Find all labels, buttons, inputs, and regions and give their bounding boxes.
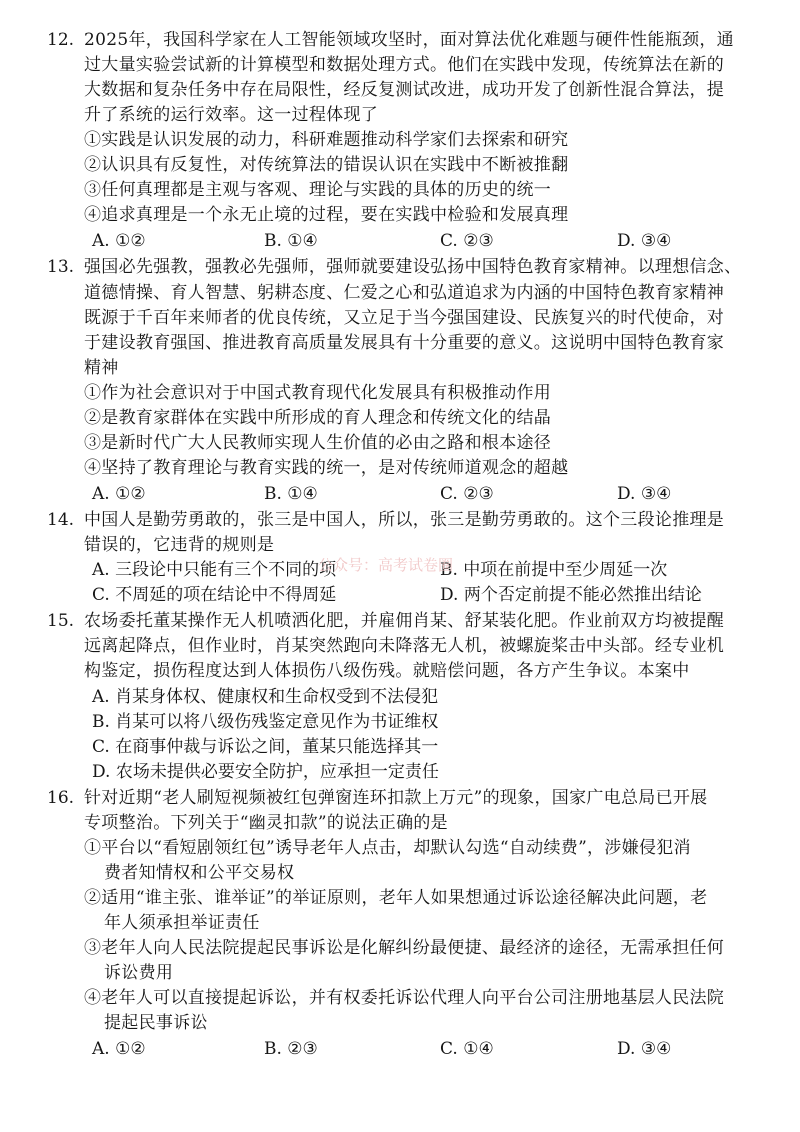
option-d: D. ③④ [617,231,672,251]
statement-1: ①平台以“看短剧领红包”诱导老年人点击，却默认勾选“自动续费”，涉嫌侵犯消 [84,838,691,858]
option-b: B. ②③ [264,1039,318,1059]
watermark: 公众号：高考试卷圈 [318,556,454,574]
question-number: 15. [47,611,75,631]
question-stem-line: 大数据和复杂任务中存在局限性，经反复测试改进，成功开发了创新性混合算法，提 [84,80,725,100]
option-b: B. ①④ [264,231,318,251]
statement-2: ②适用“谁主张、谁举证”的举证原则，老年人如果想通过诉讼途径解决此问题，老 [84,888,708,908]
option-d: D. 两个否定前提不能必然推出结论 [440,585,702,605]
question-stem-line: 强国必先强教，强教必先强师，强师就要建设弘扬中国特色教育家精神。以理想信念、 [84,257,742,277]
option-b: B. ①④ [264,484,318,504]
question-stem-line: 道德情操、育人智慧、躬耕态度、仁爱之心和弘道追求为内涵的中国特色教育家精神 [84,283,725,303]
option-c: C. 不周延的项在结论中不得周延 [92,585,337,605]
question-number: 14. [47,510,75,530]
question-stem-line: 中国人是勤劳勇敢的，张三是中国人，所以，张三是勤劳勇敢的。这个三段论推理是 [84,510,725,530]
question-stem-line: 错误的，它违背的规则是 [84,535,275,555]
option-d: D. ③④ [617,484,672,504]
question-stem-line: 于建设教育强国、推进教育高质量发展具有十分重要的意义。这说明中国特色教育家 [84,333,725,353]
option-a: A. ①② [92,231,146,251]
question-stem-line: 过大量实验尝试新的计算模型和数据处理方式。他们在实践中发现，传统算法在新的 [84,55,725,75]
statement-3: ③任何真理都是主观与客观、理论与实践的具体的历史的统一 [84,180,552,200]
question-stem-line: 针对近期“老人刷短视频被红包弹窗连环扣款上万元”的现象，国家广电总局已开展 [84,788,708,808]
option-c: C. ①④ [440,1039,494,1059]
statement-1: ①作为社会意识对于中国式教育现代化发展具有积极推动作用 [84,383,552,403]
question-stem-line: 既源于千百年来师者的优良传统，又立足于当今强国建设、民族复兴的时代使命，对 [84,308,725,328]
statement-4: ④老年人可以直接提起诉讼，并有权委托诉讼代理人向平台公司注册地基层人民法院 [84,988,725,1008]
question-stem-line: 构鉴定，损伤程度达到人体损伤八级伤残。就赔偿问题，各方产生争议。本案中 [84,661,690,681]
option-a: A. ①② [92,484,146,504]
statement-4: ④追求真理是一个永无止境的过程，要在实践中检验和发展真理 [84,205,569,225]
option-a: A. 三段论中只能有三个不同的项 [92,560,337,580]
option-a: A. 肖某身体权、健康权和生命权受到不法侵犯 [92,687,439,707]
option-b: B. 肖某可以将八级伤残鉴定意见作为书证维权 [92,712,439,732]
question-stem-line: 专项整治。下列关于“幽灵扣款”的说法正确的是 [84,813,448,833]
statement-3: ③老年人向人民法院提起民事诉讼是化解纠纷最便捷、最经济的途径，无需承担任何 [84,938,725,958]
option-b: B. 中项在前提中至少周延一次 [440,560,668,580]
option-c: C. 在商事仲裁与诉讼之间，董某只能选择其一 [92,737,439,757]
question-stem-line: 精神 [84,358,119,378]
statement-1-continued: 费者知情权和公平交易权 [104,863,295,883]
option-c: C. ②③ [440,484,494,504]
question-number: 13. [47,257,75,277]
statement-2-continued: 年人须承担举证责任 [104,913,260,933]
question-stem-line: 2025年，我国科学家在人工智能领域攻坚时，面对算法优化难题与硬件性能瓶颈，通 [84,30,734,50]
statement-3: ③是新时代广大人民教师实现人生价值的必由之路和根本途径 [84,433,552,453]
option-a: A. ①② [92,1039,146,1059]
question-stem-line: 农场委托董某操作无人机喷洒化肥，并雇佣肖某、舒某装化肥。作业前双方均被提醒 [84,611,725,631]
question-stem-line: 远离起降点，但作业时，肖某突然跑向未降落无人机，被螺旋桨击中头部。经专业机 [84,636,725,656]
option-d: D. 农场未提供必要安全防护，应承担一定责任 [92,762,439,782]
option-c: C. ②③ [440,231,494,251]
question-number: 12. [47,30,75,50]
statement-2: ②认识具有反复性，对传统算法的错误认识在实践中不断被推翻 [84,155,569,175]
option-d: D. ③④ [617,1039,672,1059]
statement-4-continued: 提起民事诉讼 [104,1013,208,1033]
question-number: 16. [47,788,75,808]
question-stem-line: 升了系统的运行效率。这一过程体现了 [84,105,379,125]
statement-2: ②是教育家群体在实践中所形成的育人理念和传统文化的结晶 [84,408,552,428]
statement-4: ④坚持了教育理论与教育实践的统一，是对传统师道观念的超越 [84,458,569,478]
statement-3-continued: 诉讼费用 [104,963,174,983]
statement-1: ①实践是认识发展的动力，科研难题推动科学家们去探索和研究 [84,130,569,150]
